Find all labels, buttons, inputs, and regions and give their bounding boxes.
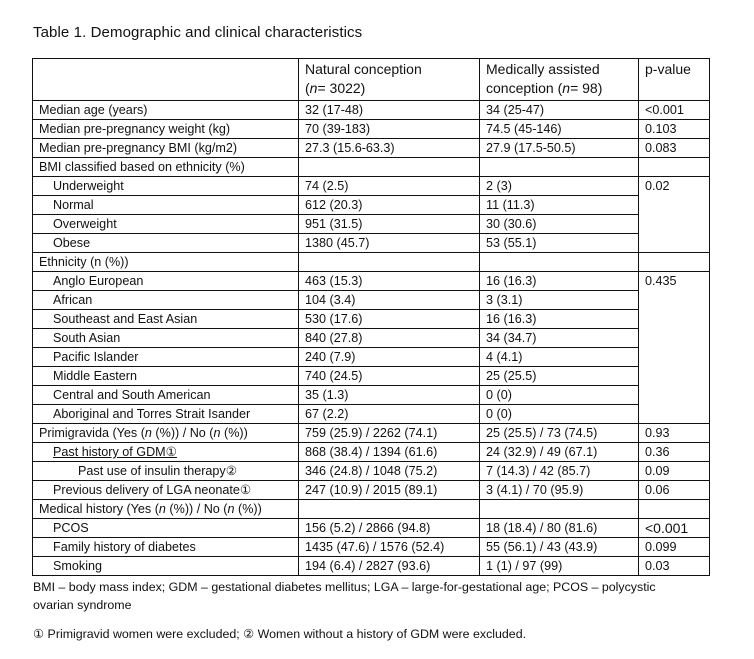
row-label: Previous delivery of LGA neonate① [33,481,299,500]
cell-assisted: 0 (0) [480,386,639,405]
cell-p-value: 0.099 [639,538,710,557]
past-gdm-label: Past history of GDM① [53,445,177,459]
table-row [33,405,710,424]
cell-natural: 868 (38.4) / 1394 (61.6) [299,443,480,462]
cell-assisted: 53 (55.1) [480,234,639,253]
cell-p-value: 0.93 [639,424,710,443]
header-characteristic [33,59,299,101]
table-row [33,329,710,348]
row-label: Anglo European [33,272,299,291]
cell-empty [639,500,710,519]
cell-assisted: 3 (4.1) / 70 (95.9) [480,481,639,500]
cell-natural: 194 (6.4) / 2827 (93.6) [299,557,480,576]
cell-natural: 759 (25.9) / 2262 (74.1) [299,424,480,443]
cell-natural: 35 (1.3) [299,386,480,405]
table-row [33,481,710,500]
cell-natural: 104 (3.4) [299,291,480,310]
table-row [33,291,710,310]
table-row [33,557,710,576]
abbreviations-footnote: BMI – body mass index; GDM – gestational diabetes mellitus; LGA – large-for-gestational age; PCOS – polycystic ovarian syndrome [33,580,656,612]
cell-natural: 840 (27.8) [299,329,480,348]
row-label [33,443,299,462]
row-label: Central and South American [33,386,299,405]
section-label-bmi: BMI classified based on ethnicity (%) [33,158,299,177]
table-row [33,215,710,234]
cell-assisted: 24 (32.9) / 49 (67.1) [480,443,639,462]
cell-p-value: 0.09 [639,462,710,481]
cell-assisted: 0 (0) [480,405,639,424]
cell-empty [299,158,480,177]
cell-assisted: 2 (3) [480,177,639,196]
header-p-value: p-value [639,59,710,101]
table-caption: Table 1. Demographic and clinical characteristics [33,24,363,41]
row-label: Family history of diabetes [33,538,299,557]
cell-p-value: 0.06 [639,481,710,500]
row-label: Overweight [33,215,299,234]
cell-p-value-merged [639,329,710,348]
cell-p-value-merged [639,348,710,367]
cell-empty [480,253,639,272]
row-label: Median pre-pregnancy weight (kg) [33,120,299,139]
cell-natural: 1435 (47.6) / 1576 (52.4) [299,538,480,557]
cell-assisted: 11 (11.3) [480,196,639,215]
cell-natural: 612 (20.3) [299,196,480,215]
cell-p-value-merged [639,215,710,234]
section-label-ethnicity: Ethnicity (n (%)) [33,253,299,272]
cell-p-value-merged [639,196,710,215]
row-label: South Asian [33,329,299,348]
cell-natural: 67 (2.2) [299,405,480,424]
cell-natural: 346 (24.8) / 1048 (75.2) [299,462,480,481]
exclusions-footnote: ① Primigravid women were excluded; ② Women without a history of GDM were excluded. [33,627,527,641]
cell-natural: 27.3 (15.6-63.3) [299,139,480,158]
table-row [33,253,710,272]
row-label: Pacific Islander [33,348,299,367]
cell-p-value: <0.001 [639,101,710,120]
table-row [33,367,710,386]
cell-p-value-merged [639,367,710,386]
row-label: Past use of insulin therapy② [33,462,299,481]
table-row [33,386,710,405]
cell-assisted: 18 (18.4) / 80 (81.6) [480,519,639,538]
table-row [33,158,710,177]
cell-p-value: <0.001 [639,519,710,538]
row-label: Southeast and East Asian [33,310,299,329]
table-row [33,272,710,291]
row-label: Median pre-pregnancy BMI (kg/m2) [33,139,299,158]
row-label: Underweight [33,177,299,196]
table-row [33,177,710,196]
cell-assisted: 74.5 (45-146) [480,120,639,139]
cell-p-value: 0.03 [639,557,710,576]
cell-p-value: 0.36 [639,443,710,462]
row-label: Median age (years) [33,101,299,120]
table-row [33,196,710,215]
cell-natural: 240 (7.9) [299,348,480,367]
row-label: Middle Eastern [33,367,299,386]
cell-natural: 740 (24.5) [299,367,480,386]
cell-assisted: 34 (25-47) [480,101,639,120]
table-row [33,519,710,538]
cell-natural: 70 (39-183) [299,120,480,139]
cell-empty [639,253,710,272]
cell-natural: 32 (17-48) [299,101,480,120]
table-row [33,462,710,481]
cell-empty [639,158,710,177]
cell-assisted: 4 (4.1) [480,348,639,367]
cell-assisted: 7 (14.3) / 42 (85.7) [480,462,639,481]
table-row [33,424,710,443]
header-natural-conception: Natural conception (n= 3022) [299,59,480,101]
row-label: PCOS [33,519,299,538]
cell-assisted: 30 (30.6) [480,215,639,234]
table-header-row [33,59,710,101]
cell-p-value: 0.02 [639,177,710,196]
cell-natural: 463 (15.3) [299,272,480,291]
characteristics-table [32,58,710,576]
table-row [33,348,710,367]
table-row [33,538,710,557]
cell-p-value-merged [639,234,710,253]
cell-assisted: 16 (16.3) [480,272,639,291]
header-medically-assisted: Medically assisted conception (n= 98) [480,59,639,101]
cell-empty [299,253,480,272]
cell-assisted: 3 (3.1) [480,291,639,310]
row-label: African [33,291,299,310]
row-label-primigravida: Primigravida (Yes (n (%)) / No (n (%)) [33,424,299,443]
section-label-medical-history: Medical history (Yes (n (%)) / No (n (%)) [33,500,299,519]
cell-assisted: 25 (25.5) [480,367,639,386]
cell-assisted: 16 (16.3) [480,310,639,329]
cell-p-value: 0.083 [639,139,710,158]
cell-p-value-merged [639,310,710,329]
cell-p-value-merged [639,386,710,405]
cell-empty [480,158,639,177]
cell-p-value-merged [639,405,710,424]
cell-assisted: 27.9 (17.5-50.5) [480,139,639,158]
cell-empty [299,500,480,519]
table-row [33,443,710,462]
cell-p-value: 0.435 [639,272,710,291]
cell-assisted: 25 (25.5) / 73 (74.5) [480,424,639,443]
cell-p-value: 0.103 [639,120,710,139]
cell-natural: 247 (10.9) / 2015 (89.1) [299,481,480,500]
row-label: Normal [33,196,299,215]
table-row [33,101,710,120]
row-label: Obese [33,234,299,253]
table-row [33,310,710,329]
cell-natural: 1380 (45.7) [299,234,480,253]
table-row [33,120,710,139]
table-row [33,234,710,253]
cell-assisted: 55 (56.1) / 43 (43.9) [480,538,639,557]
cell-assisted: 1 (1) / 97 (99) [480,557,639,576]
cell-empty [480,500,639,519]
row-label: Smoking [33,557,299,576]
table-row [33,500,710,519]
cell-natural: 156 (5.2) / 2866 (94.8) [299,519,480,538]
cell-natural: 74 (2.5) [299,177,480,196]
cell-natural: 951 (31.5) [299,215,480,234]
cell-assisted: 34 (34.7) [480,329,639,348]
row-label: Aboriginal and Torres Strait Isander [33,405,299,424]
table-row [33,139,710,158]
cell-p-value-merged [639,291,710,310]
cell-natural: 530 (17.6) [299,310,480,329]
